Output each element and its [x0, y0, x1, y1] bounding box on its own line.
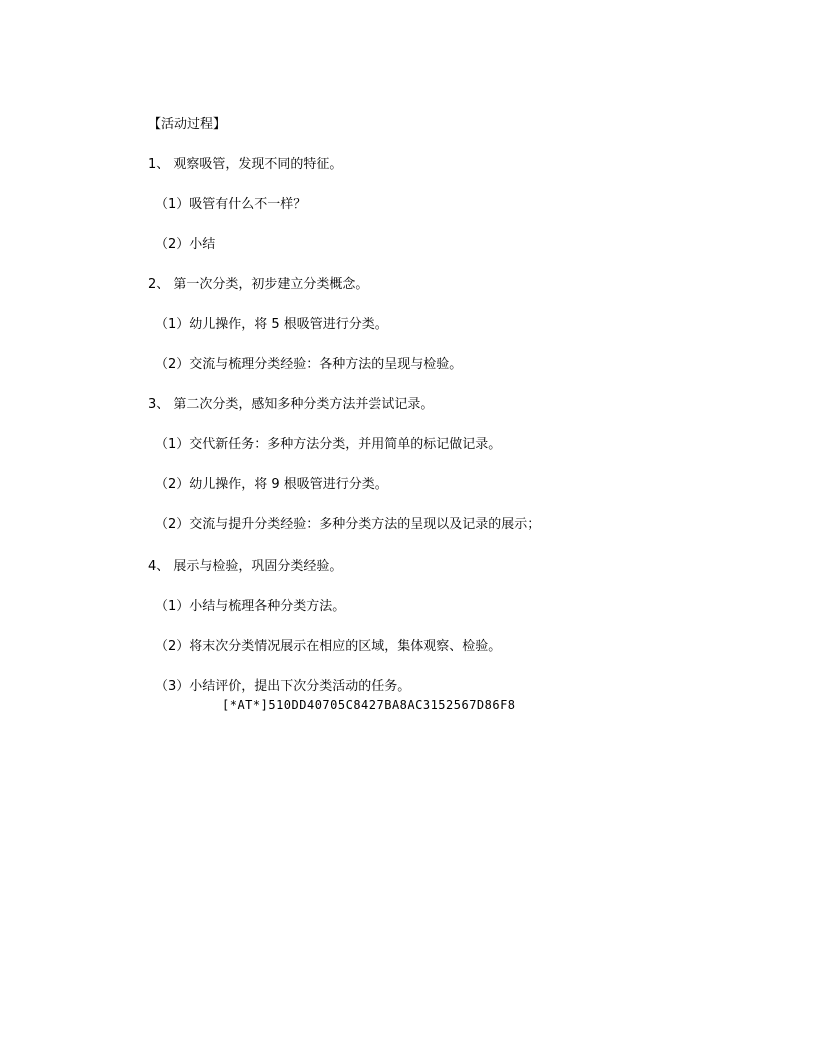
step-1-item-2: （2）小结	[155, 237, 216, 252]
step-2-item-1: （1）幼儿操作，将 5 根吸管进行分类。	[155, 317, 388, 332]
section-heading: 【活动过程】	[148, 117, 227, 132]
step-1-title: 1、 观察吸管，发现不同的特征。	[148, 157, 343, 172]
step-4-title: 4、 展示与检验，巩固分类经验。	[148, 559, 343, 574]
step-3-title: 3、 第二次分类，感知多种分类方法并尝试记录。	[148, 397, 434, 412]
document-code: [*AT*]510DD40705C8427BA8AC3152567D86F8	[222, 698, 516, 712]
step-3-item-3: （2）交流与提升分类经验：多种分类方法的呈现以及记录的展示；	[155, 517, 541, 532]
step-3-item-1: （1）交代新任务：多种方法分类，并用简单的标记做记录。	[155, 437, 502, 452]
step-3-item-2: （2）幼儿操作，将 9 根吸管进行分类。	[155, 477, 388, 492]
step-2-item-2: （2）交流与梳理分类经验：各种方法的呈现与检验。	[155, 357, 463, 372]
step-4-item-2: （2）将末次分类情况展示在相应的区域，集体观察、检验。	[155, 639, 502, 654]
step-2-title: 2、 第一次分类，初步建立分类概念。	[148, 277, 369, 292]
step-1-item-1: （1）吸管有什么不一样？	[155, 197, 307, 212]
step-4-item-1: （1）小结与梳理各种分类方法。	[155, 599, 346, 614]
step-4-item-3: （3）小结评价，提出下次分类活动的任务。	[155, 679, 411, 694]
